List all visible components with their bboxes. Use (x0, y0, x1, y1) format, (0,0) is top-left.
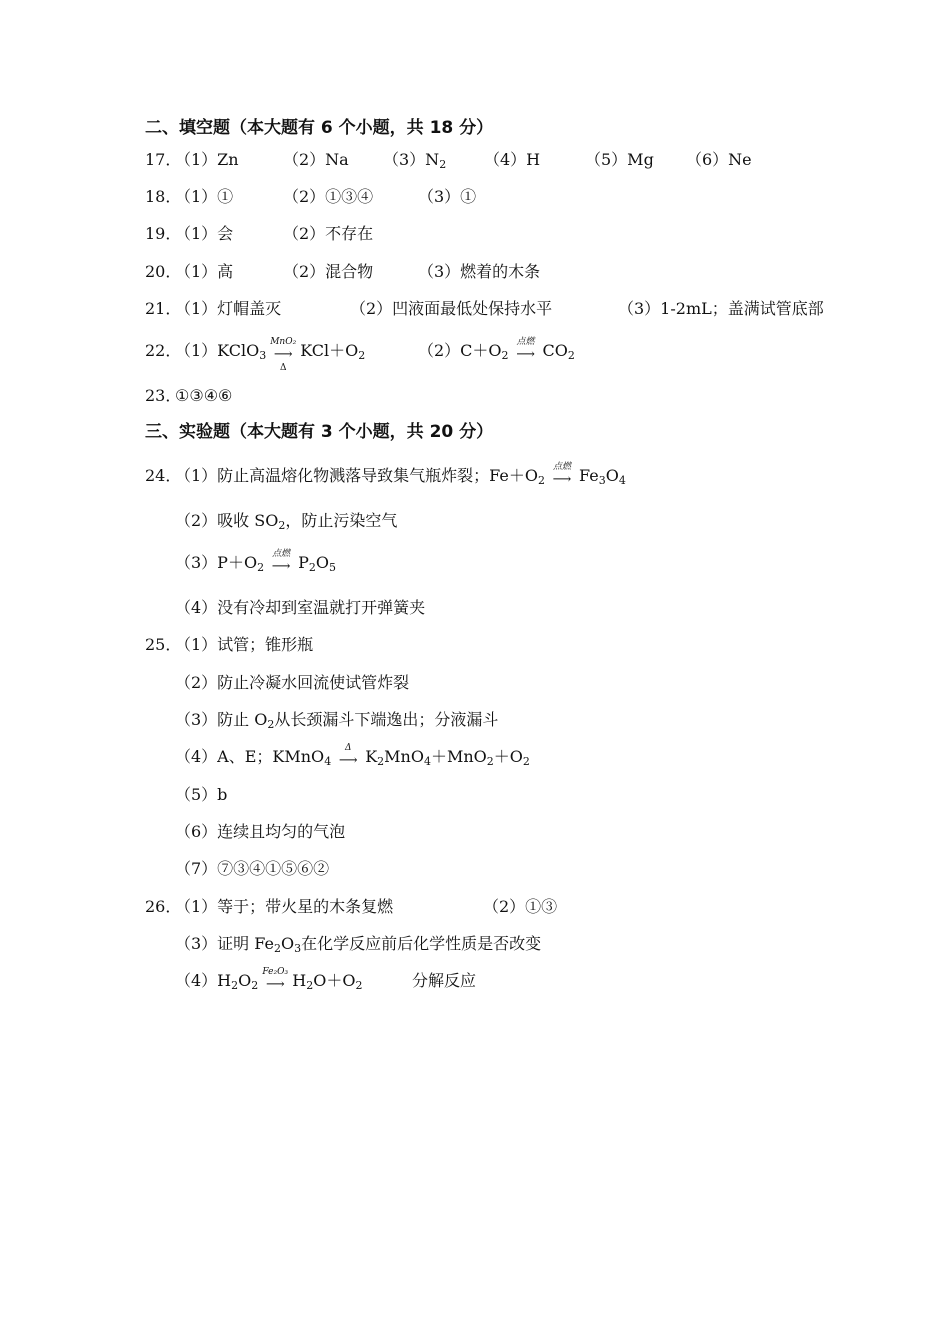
answer-part: （1）高 (175, 262, 234, 281)
answer-part: （5）Mg (585, 150, 654, 169)
answer-part: （4）H (484, 150, 541, 169)
answer-part: （1）等于；带火星的木条复燃 (175, 897, 394, 916)
answer-part: （3）① (418, 187, 477, 206)
equation-h2o2: $(4)H_2O_2$ Fe₂O₃ ⟶ $H_2O+O_2$ (175, 966, 363, 992)
answer-part: $(3)N_2$ (383, 150, 447, 171)
question-number: 23． (145, 386, 182, 405)
question-number: 18． (145, 187, 182, 206)
equation-iron: （1）防止高温熔化物溅落导致集气瓶炸裂；$Fe+O_2$ 点燃 ⟶ $Fe_3O_4$ (175, 461, 626, 487)
answer-part: （6）连续且均匀的气泡 (175, 822, 346, 841)
answer-part: （1）试管；锥形瓶 (175, 635, 314, 654)
question-number: 19． (145, 224, 182, 243)
question-number: 25． (145, 635, 182, 654)
equation-kclo3: （1）KClO$_3$ MnO₂ ⟶ Δ $KCl+O_2$ (175, 336, 366, 373)
question-number: 24． (145, 466, 182, 485)
answer-part: （2）Na (283, 150, 349, 169)
question-number: 21． (145, 299, 182, 318)
equation-kmno4: （4）A、E；KMnO$_4$ Δ ⟶ $K_2MnO_4+MnO_2+O_2$ (175, 742, 530, 768)
question-number: 22． (145, 341, 182, 360)
question-number: 17． (145, 150, 182, 169)
answer-part: （2）不存在 (283, 224, 374, 243)
answer-part: （7）⑦③④①⑤⑥② (175, 859, 330, 878)
answer-part: （6）Ne (686, 150, 752, 169)
answer-part: （1）灯帽盖灭 (175, 299, 282, 318)
answer-part: （2）吸收 $SO_2$，防止污染空气 (175, 511, 398, 532)
answer-part: （5）b (175, 785, 228, 804)
answer-part: （3）1-2mL；盖满试管底部 (618, 299, 824, 318)
reaction-arrow: 点燃 ⟶ (271, 548, 291, 574)
answer-part: （3）燃着的木条 (418, 262, 541, 281)
section-heading-fill-blank: 二、填空题（本大题有 6 个小题，共 18 分） (145, 118, 494, 138)
answer-part: （1）Zn (175, 150, 239, 169)
answer-part: ①③④⑥ (175, 386, 233, 405)
question-number: 20． (145, 262, 182, 281)
reaction-arrow: 点燃 ⟶ (516, 336, 535, 362)
answer-part: （1）① (175, 187, 234, 206)
equation-phosphorus: $(3)P+O_2$ 点燃 ⟶ $P_2O_5$ (175, 548, 336, 574)
reaction-type: 分解反应 (412, 971, 477, 990)
question-number: 26． (145, 897, 182, 916)
answer-part: （3）防止 $O_2$从长颈漏斗下端逸出；分液漏斗 (175, 710, 499, 731)
reaction-arrow: MnO₂ ⟶ Δ (270, 336, 297, 373)
answer-part: （2）①③④ (283, 187, 374, 206)
equation-carbon: $(2)C+O_2$ 点燃 ⟶ $CO_2$ (418, 336, 575, 362)
reaction-arrow: Fe₂O₃ ⟶ (262, 966, 289, 992)
answer-part: （3）证明 $Fe_2O_3$在化学反应前后化学性质是否改变 (175, 934, 542, 955)
answer-part: （1）会 (175, 224, 234, 243)
answer-part: （4）没有冷却到室温就打开弹簧夹 (175, 598, 426, 617)
section-heading-experiment: 三、实验题（本大题有 3 个小题，共 20 分） (145, 422, 494, 442)
answer-part: （2）①③ (483, 897, 558, 916)
reaction-arrow: Δ ⟶ (338, 742, 358, 768)
answer-part: （2）混合物 (283, 262, 374, 281)
answer-part: （2）凹液面最低处保持水平 (350, 299, 553, 318)
answer-part: （2）防止冷凝水回流使试管炸裂 (175, 673, 410, 692)
reaction-arrow: 点燃 ⟶ (552, 461, 572, 487)
